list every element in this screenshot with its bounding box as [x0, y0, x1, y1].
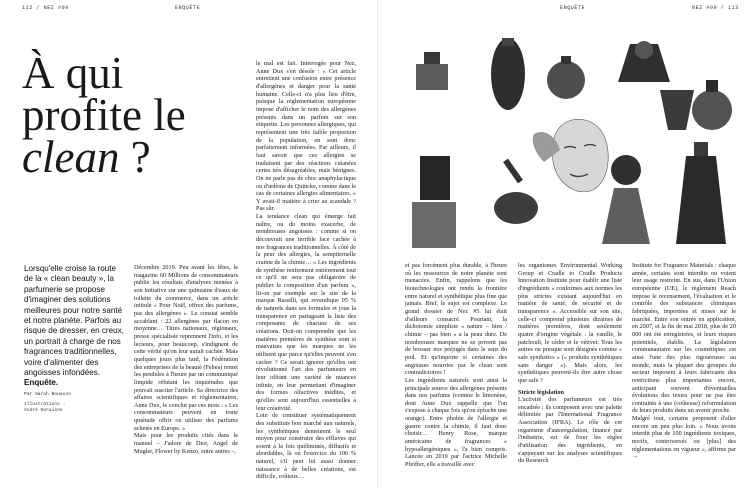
title-line-3: [22, 132, 222, 182]
text-column-5: [632, 262, 736, 482]
left-folio: 112 / NEZ #09: [22, 5, 69, 11]
paragraph: Malgré tout, certains proposent d'aller encore un peu plus loin. « Nous avons interdit plus de 100 ingrédients toxiques, nocifs, controversés ou [plus] des réglementations en vigueur », affirme par →: [632, 415, 736, 461]
paragraph: le mal est fait. Interrogée pour Nez, Anne Dux s'en désole : « Cet article entretient une confusion entre présence d'allergènes et danger pour la santé humaine. Celle-ci n'a plus lieu d'être, puisque la réglementation européenne impose d'afficher le nom des allergènes présents dans un parfum sur son étiquette. Les personnes allergiques, qui représentent une très faible proportion de la population, en sont donc parfaitement informées. Par ailleurs, il faut savoir que ces allergies se traduisent par des réactions cutanées certes très désagréables, mais bénignes. On ne parle pas de choc anaphylactique ou d'œdème de Quincke, comme dans le cas de certaines allergies alimentaires. » Y avait-il matière à crier au scandale ? Pas sûr.: [256, 60, 356, 213]
bottle-shape: [420, 156, 450, 200]
bottle-shape: [602, 188, 650, 244]
bottle-cap: [561, 56, 571, 64]
paragraph: Les ingrédients naturels sont ainsi la principale source des allergènes présents dans nos parfums (comme le limonène, dont Anne Dux rappelle que l'on s'expose à chaque fois qu'on épluche une orange). Entre phobie de l'allergie et guerre contre la chimie, il faut donc choisir… Henry Rose, marque américaine de fragrances « hypoallergéniques », l'a bien compris. Lancée en 2019 par l'actrice Michelle Pfeiffer, elle a travaillé avec: [405, 376, 507, 469]
paragraph: Décembre 2019. Peu avant les fêtes, le magazine 60 Millions de consommateurs publie les résultats d'analyses menées à son initiative sur une quinzaine d'eaux de toilette du commerce, dans un article intitulé « Pour Noël, offrez des parfums, pas des allergènes ». Le constat semble accablant : 22 allergènes par flacon en moyenne… Titres nationaux, régionaux, presse spécialisée reprennent l'info, et les lecteurs, pour beaucoup, s'indignent de cette vérité qu'on leur aurait cachée. Mais quelques jours plus tard, la Fédération des entreprises de la beauté (Febea) remet les pendules à l'heure par un communiqué limpide réfutant les inquiétudes que pouvait susciter l'article. Sa directrice des affaires scientifiques et réglementaires, Anne Dux, le conclut par ces mots : « Les consommateurs peuvent en toute quiétude offrir ou utiliser des parfums achetés en Europe. »: [134, 264, 238, 432]
collage-svg: [404, 38, 740, 252]
bottle-cap: [694, 142, 708, 156]
face-shape: [552, 119, 608, 192]
bottle-shape: [412, 202, 456, 248]
bottle-shape: [660, 90, 694, 130]
bottle-group-top: [416, 38, 732, 130]
bottle-cap: [635, 41, 653, 59]
illustrator-name: André Deraisne: [24, 408, 63, 414]
paragraph: L'activité des parfumeurs est très encadrée ; ils composent avec une palette délimitée par l'International Fragrance Association (IFRA). Le rôle de cet organisme d'autorégulation, financé par l'industrie, est de fixer les règles d'utilisation des ingrédients, en s'appuyant sur les analyses scientifiques du Research: [518, 396, 622, 465]
bottle-cap: [424, 52, 440, 64]
bottle-cap: [706, 80, 718, 92]
bottle-shape: [676, 156, 726, 244]
title-line-1: À qui: [22, 48, 124, 98]
page-gutter: [377, 0, 378, 488]
bottle-cap: [503, 159, 523, 184]
paragraph: Institute for Fragrance Materials : chaque année, certains sont interdits ou voient leur usage restreint. En sus, dans l'Union européenne (UE), le règlement Reach impose le recensement, l'évaluation et le contrôle des substances chimiques fabriquées, importées et mises sur le marché. Entre son entrée en application, en 2007, et la fin de mai 2018, plus de 20 000 ont été enregistrées, et leurs risques potentiels, établis. La législation communautaire sur les cosmétiques est ainsi l'une des plus rigoureuses au monde, mais la plupart des groupes du secteur imposent à leurs fabricants des restrictions plus importantes encore, anticipant souvent d'éventuelles évolutions des textes pour ne pas être contraints à une (coûteuse) reformulation de leurs produits dans un avenir proche.: [632, 262, 736, 415]
bottle-cap: [502, 38, 514, 46]
intro-text: Lorsqu'elle croise la route de la « clean beauty », la parfumerie se propose d'imaginer des solutions meilleures pour notre santé et notre planète. Parfois au risque de dresser, en creux, un portrait à charge de nos fragrances traditionnelles, voire d'alimenter des angoisses infondées.: [24, 264, 124, 378]
perfume-collage-illustration: [404, 38, 740, 252]
paragraph: Loin de constituer systématiquement des substituts bon marché aux naturels, les synthétiques demeurent le seul moyen pour construire des effluves qui soient à la fois quéliminés, diffusifs et abordables, là où l'exercice du 100 % naturel, s'il peut lui aussi donner naissance à de belles créations, est difficile, coûteux…: [256, 412, 356, 481]
bottle-shape: [692, 90, 732, 130]
title-line-2: profite le: [22, 90, 186, 140]
illustration-credit-label: Illustrations :: [24, 402, 66, 408]
bottle-shape: [547, 61, 585, 99]
paragraph: et pas forcément plus durable, à l'heure où les ressources de notre planète sont menacées. Enfin, rappelons que les biotechnologies ont rendu la frontière entre naturel et synthétique plus fine que jamais. Bref, le sujet est complexe. Le grand dossier de Nez #5 lui était d'ailleurs consacré. Pourtant, la dichotomie simpliste « nature – bien / chimie – pas bien » a la peau dure. De nombreuses marques ne se privent pas de brosser nos préjugés dans le sens du poil. Et qu'importe si certaines des angoisses nourries par le clean sont contradictoires !: [405, 262, 507, 377]
left-section-label: ENQUÊTE: [175, 5, 201, 11]
text-column-4: [518, 262, 622, 482]
text-column-3: [405, 262, 507, 482]
right-section-label: ENQUÊTE: [560, 5, 586, 11]
text-column-2: [256, 60, 356, 482]
text-column-1: [134, 264, 238, 482]
paragraph: les organismes Environmental Working Group et Cradle to Cradle Products Innovation Institute pour établir une liste d'ingrédients « conformes aux normes les plus strictes existant aujourd'hui en matière de santé, de sécurité et de transparence ». Accessible sur son site, celle-ci comprend plusieurs dizaines de matières premières, dont seulement quatre d'origine végétale : la vanille, le patchouli, le cèdre et le vétiver. Tous les autres ou presque sont désignés comme « safe synthetics » (« produits synthétiques sans danger »). Mais alors, les synthétiques peuvent-ils être autre chose que safe ?: [518, 262, 622, 384]
author-credit: Par Sarah Bouasse: [24, 392, 71, 397]
title-question-mark: ?: [119, 132, 151, 182]
right-folio: NEZ #09 / 113: [692, 5, 739, 11]
paragraph: La tendance clean qui émerge fait naître, ou du moins exacerbe, de nombreuses angoisses : comme si on découvrait une terrible face cachée à nos fragrances traditionnelles. À côté de la peur des allergies, la sempiternelle crainte de la chimie… « Les ingrédients de synthèse renferment entièrement tout ce qu'il ne sera pas obligatoire de publier la composition d'un parfum », lit-on par exemple sur le site de la marque Rassilli, qui revendique 95 % de naturels dans ses formules et joue la transparence en partageant la liste des composants de chacune de ses créations. Doit-on comprendre que les matières premières de synthèse sont si mauvaises que les marques ne les utilisent que parce qu'elles peuvent s'en cacher ? Ce serait ignorer qu'elles ont révolutionné l'art des parfumeurs en leur offrant une variété de nuances infinie, en leur permettant d'imaginer des formes olfactives inédites, et qu'elles sont aujourd'hui essentielles à leur créativité.: [256, 213, 356, 412]
intro-kicker: Enquête.: [24, 378, 59, 388]
bottle-shape: [494, 192, 538, 224]
bottle-shape: [416, 64, 448, 90]
title-italic-word: clean: [22, 132, 120, 182]
article-intro: [24, 264, 124, 389]
bottle-shape: [611, 155, 641, 185]
paragraph: Mais pour les produits cités dans le manuel – J'adore de Dior, Angel de Mugler, Flower by Kenzo, entre autres –,: [134, 432, 238, 455]
byline: [24, 392, 124, 415]
section-heading: Stricte législation: [518, 388, 564, 396]
article-title: [22, 48, 222, 182]
bottle-shape: [491, 38, 525, 110]
face-illustration: [533, 119, 609, 192]
